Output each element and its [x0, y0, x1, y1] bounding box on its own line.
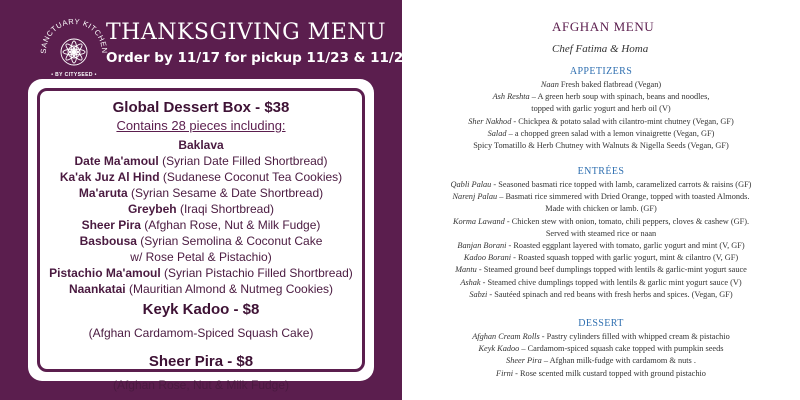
appetizers-line — [402, 91, 800, 103]
dessert-item-desc: (Syrian Pistachio Filled Shortbread) — [160, 266, 353, 280]
dish-name: Narenj Palau — [452, 192, 498, 202]
dessert-heading: DESSERT — [578, 318, 624, 329]
keyk-kadoo-title: Keyk Kadoo - $8 — [142, 301, 260, 318]
entrees-line — [402, 240, 800, 252]
dish-description: - Rose scented milk custard topped with ground pistachio — [513, 368, 706, 378]
dessert-box-item — [40, 201, 362, 217]
entrees-line — [402, 203, 800, 215]
dish-description: topped with garlic yogurt and herb oil (V) — [531, 104, 671, 114]
appetizers-line — [402, 140, 800, 152]
chef-names: Chef Fatima & Homa — [552, 43, 649, 55]
entrees-list — [402, 179, 800, 301]
sheer-pira-title: Sheer Pira - $8 — [148, 353, 254, 370]
order-deadline: Order by 11/17 for pickup 11/23 & 11/24 — [106, 50, 413, 66]
dessert-item-desc: (Iraqi Shortbread) — [176, 202, 275, 216]
dessert-box-subtitle: Contains 28 pieces including: — [116, 118, 286, 133]
dessert-item-desc: (Sudanese Coconut Tea Cookies) — [159, 170, 343, 184]
entrees-line — [402, 264, 800, 276]
dish-name: Sabzi — [469, 289, 488, 299]
dessert-item-name: Baklava — [178, 138, 224, 152]
dessert-box-item — [40, 137, 362, 153]
dessert-line — [402, 368, 800, 380]
dessert-item-desc: (Mauritian Almond & Nutmeg Cookies) — [125, 282, 334, 296]
dessert-box-item — [40, 169, 362, 185]
appetizers-line — [402, 79, 800, 91]
entrees-section — [402, 166, 800, 301]
dessert-item-name: Naankatai — [68, 282, 126, 296]
dessert-item-name: Ka'ak Juz Al Hind — [59, 170, 160, 184]
appetizers-line — [402, 128, 800, 140]
dessert-box-item — [40, 249, 362, 265]
dessert-item-desc: (Afghan Rose, Nut & Milk Fudge) — [140, 218, 321, 232]
dessert-box-item — [40, 185, 362, 201]
dish-description: – Afghan milk-fudge with cardamom & nuts . — [541, 356, 696, 366]
entrees-line — [402, 252, 800, 264]
dessert-item-name: Date Ma'amoul — [74, 154, 159, 168]
entrees-heading: ENTRÉES — [577, 166, 625, 177]
dish-name: Sher Nakhod — [468, 116, 512, 126]
dessert-box-item — [40, 233, 362, 249]
dish-description: - Chicken stew with onion, tomato, chili peppers, cloves & cashew (GF). — [504, 216, 750, 226]
sheer-pira-desc: (Afghan Rose, Nut & Milk Fudge) — [112, 378, 290, 392]
dessert-item-name: Greybeh — [127, 202, 177, 216]
dish-description: - Sautéed spinach and red beans with fresh herbs and spices. (Vegan, GF) — [487, 289, 733, 299]
dessert-line — [402, 343, 800, 355]
dessert-section — [402, 318, 800, 380]
dessert-list — [402, 331, 800, 380]
dish-name: Qabli Palau — [450, 180, 492, 189]
appetizers-line — [402, 103, 800, 115]
dessert-item-name: Ma'aruta — [78, 186, 128, 200]
afghan-menu-title: AFGHAN MENU — [552, 19, 655, 34]
dish-name: Ash Reshta — [492, 92, 530, 102]
dish-name: Sheer Pira — [506, 356, 542, 366]
menu-title: THANKSGIVING MENU — [106, 20, 387, 45]
dish-description: Fresh baked flatbread (Vegan) — [558, 80, 662, 89]
dish-description: Made with chicken or lamb. (GF) — [545, 204, 657, 214]
dish-name: Mantu — [455, 265, 477, 275]
keyk-kadoo-desc: (Afghan Cardamom-Spiced Squash Cake) — [88, 326, 314, 340]
appetizers-section — [402, 66, 800, 152]
dish-description: - Steamed chive dumplings topped with lentils & garlic mint yogurt sauce (V) — [480, 277, 742, 287]
dessert-card-content — [40, 99, 362, 393]
dessert-card-border — [37, 88, 365, 392]
appetizers-list — [402, 79, 800, 152]
mandala-icon — [61, 39, 87, 65]
dish-name: Kadoo Borani — [463, 253, 512, 263]
dessert-item-desc: (Syrian Date Filled Shortbread) — [158, 154, 328, 168]
logo-arc-text: SANCTUARY KITCHEN — [38, 16, 110, 54]
dessert-box-list — [40, 137, 362, 297]
entrees-line — [402, 228, 800, 240]
dish-description: - Seasoned basmati rice topped with lamb, caramelized carrots & raisins (GF) — [491, 180, 752, 189]
dish-description: - Pastry cylinders filled with whipped cream & pistachio — [539, 332, 730, 341]
dish-name: Ashak — [460, 277, 481, 287]
entrees-line — [402, 289, 800, 301]
dish-name: Banjan Borani — [457, 241, 507, 251]
sanctuary-kitchen-logo — [38, 14, 110, 86]
entrees-line — [402, 179, 800, 191]
dish-name: Naan — [540, 80, 559, 89]
appetizers-heading: APPETIZERS — [569, 66, 633, 77]
dish-description: Served with steamed rice or naan — [545, 228, 657, 238]
logo-sub-text: • BY CITYSEED • — [51, 72, 97, 78]
afghan-menu-panel — [402, 0, 800, 400]
dessert-box-item — [40, 281, 362, 297]
dish-description: Spicy Tomatillo & Herb Chutney with Walnuts & Nigella Seeds (Vegan, GF) — [473, 141, 729, 151]
dessert-box-item — [40, 265, 362, 281]
dish-name: Salad — [487, 128, 507, 138]
dish-description: – a chopped green salad with a lemon vinaigrette (Vegan, GF) — [506, 128, 715, 138]
dessert-item-desc: (Syrian Semolina & Coconut Cake — [136, 234, 323, 248]
appetizers-line — [402, 116, 800, 128]
dish-name: Keyk Kadoo — [478, 344, 520, 354]
dish-description: – Basmati rice simmered with Dried Orange, topped with toasted Almonds. — [497, 192, 750, 202]
dessert-line — [402, 331, 800, 343]
dish-description: – Cardamom-spiced squash cake topped with pumpkin seeds — [519, 344, 724, 354]
dessert-box-item — [40, 153, 362, 169]
dish-description: - Steamed ground beef dumplings topped with lentils & garlic-mint yogurt sauce — [476, 265, 747, 275]
dessert-line — [402, 355, 800, 367]
dessert-box-title: Global Dessert Box - $38 — [112, 99, 290, 116]
dessert-item-name: Sheer Pira — [81, 218, 141, 232]
dessert-item-desc: w/ Rose Petal & Pistachio) — [130, 250, 272, 264]
dessert-item-desc: (Syrian Sesame & Date Shortbread) — [127, 186, 324, 200]
dessert-box-item — [40, 217, 362, 233]
entrees-line — [402, 277, 800, 289]
dessert-item-name: Basbousa — [79, 234, 137, 248]
dish-name: Afghan Cream Rolls — [472, 332, 540, 341]
dish-description: - Chickpea & potato salad with cilantro-mint chutney (Vegan, GF) — [511, 116, 734, 126]
entrees-line — [402, 216, 800, 228]
entrees-line — [402, 191, 800, 203]
dish-description: – A green herb soup with spinach, beans and noodles, — [529, 92, 710, 102]
dish-name: Firni — [496, 368, 514, 378]
dish-description: - Roasted eggplant layered with tomato, garlic yogurt and mint (V, GF) — [506, 241, 745, 251]
dish-description: - Roasted squash topped with garlic yogurt, mint & cilantro (V, GF) — [511, 253, 739, 263]
dish-name: Korma Lawand — [452, 216, 505, 226]
dessert-item-name: Pistachio Ma'amoul — [49, 266, 161, 280]
dessert-card — [28, 79, 374, 392]
